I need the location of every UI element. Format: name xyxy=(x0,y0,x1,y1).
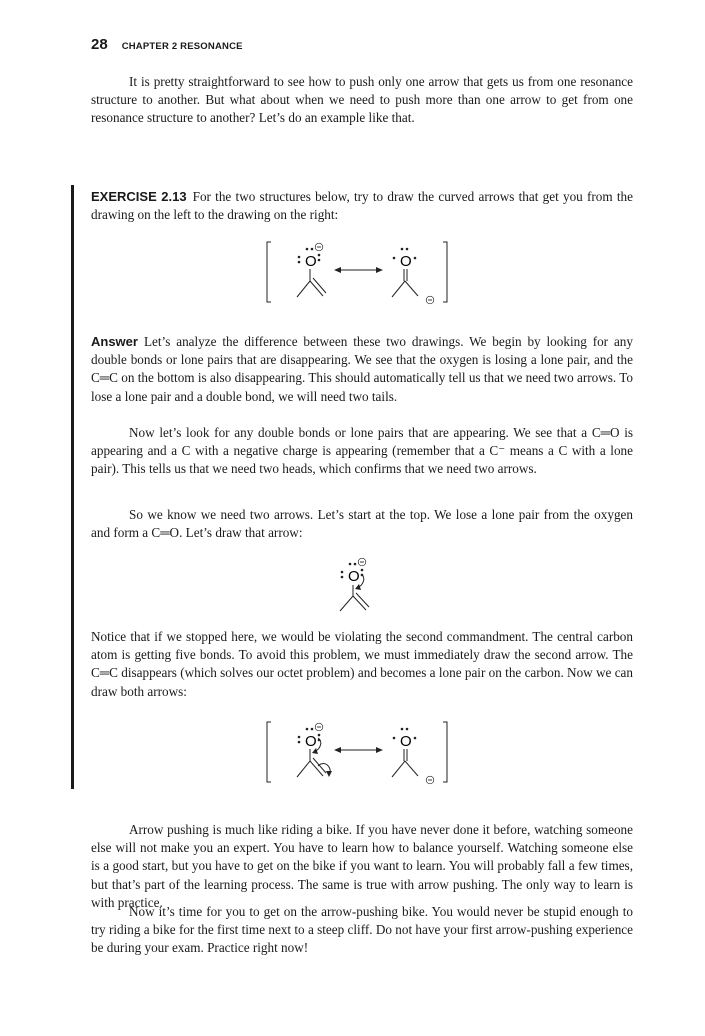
exercise-sidebar-rule xyxy=(71,185,74,789)
resonance-svg-1 xyxy=(262,236,452,308)
intro-paragraph: It is pretty straightforward to see how to push only one arrow that gets us from one resonance structure to another. But what about when we need to push more than one arrow to get from one resonance structure to another? Let’s do an example like that. xyxy=(91,74,633,126)
running-header xyxy=(91,36,243,53)
negative-charge-icon xyxy=(315,723,323,731)
paragraph-first-arrow: So we know we need two arrows. Let’s start at the top. We lose a lone pair from the oxygen and form a C═O. Let’s draw that arrow: xyxy=(91,507,633,541)
answer-paragraph xyxy=(91,333,633,406)
chapter-title: CHAPTER 2 RESONANCE xyxy=(121,41,243,52)
carbanion-charge-icon xyxy=(426,776,434,784)
oxygen-atom-left-fig3: O xyxy=(305,733,317,750)
oxygen-atom-fig2: O xyxy=(348,568,360,585)
paragraph-second-arrow: Notice that if we stopped here, we would be violating the second commandment. The central carbon atom is getting five bonds. To avoid this problem, we must immediately draw the second arrow. The C═C disappears (which solves our octet problem) and becomes a lone pair on the carbon. Now we can draw both arrows: xyxy=(91,629,633,699)
resonance-figure-3 xyxy=(262,716,452,788)
carbanion-charge-icon xyxy=(426,296,434,304)
arrow-svg-2 xyxy=(331,554,391,618)
resonance-figure-1 xyxy=(262,236,452,308)
exercise-paragraph xyxy=(91,188,633,224)
resonance-svg-3 xyxy=(262,716,452,788)
exercise-label: EXERCISE 2.13 xyxy=(91,189,187,204)
oxygen-atom-left: O xyxy=(305,253,317,270)
oxygen-atom-right: O xyxy=(400,253,412,270)
page-number: 28 xyxy=(91,36,108,53)
answer-text: Let’s analyze the difference between these two drawings. We begin by looking for any double bonds or lone pairs that are disappearing. We see that the oxygen is losing a lone pair, and the C═C on the bottom is also disappearing. This should automatically tell us that we need two arrows. To lose a lone pair and a double bond, we will need two tails. xyxy=(91,334,633,404)
paragraph-appearing: Now let’s look for any double bonds or lone pairs that are appearing. We see that a C═O is appearing and a C with a negative charge is appearing (remember that a C⁻ means a C with a lone pair). This tells us that we need two heads, which confirms that we need two arrows. xyxy=(91,425,633,477)
paragraph-bike-analogy: Arrow pushing is much like riding a bike. If you have never done it before, watching someone else will not make you an expert. You have to learn how to balance yourself. Watching someone else is a good start, but you have to get on the bike if you want to learn. You will probably fall a few times, but that’s part of the learning process. The same is true with arrow pushing. The only way to learn is with practice. xyxy=(91,822,633,910)
answer-label: Answer xyxy=(91,334,138,349)
oxygen-atom-right-fig3: O xyxy=(400,733,412,750)
negative-charge-icon xyxy=(315,243,323,251)
paragraph-practice: Now it’s time for you to get on the arrow-pushing bike. You would never be stupid enough to try riding a bike for the first time next to a steep cliff. Do not have your first arrow-pushing experience be during your exam. Practice right now! xyxy=(91,904,633,956)
arrow-figure-2 xyxy=(331,554,391,618)
exercise-text: For the two structures below, try to draw the curved arrows that get you from the drawing on the left to the drawing on the right: xyxy=(91,189,633,223)
negative-charge-icon xyxy=(358,558,366,566)
